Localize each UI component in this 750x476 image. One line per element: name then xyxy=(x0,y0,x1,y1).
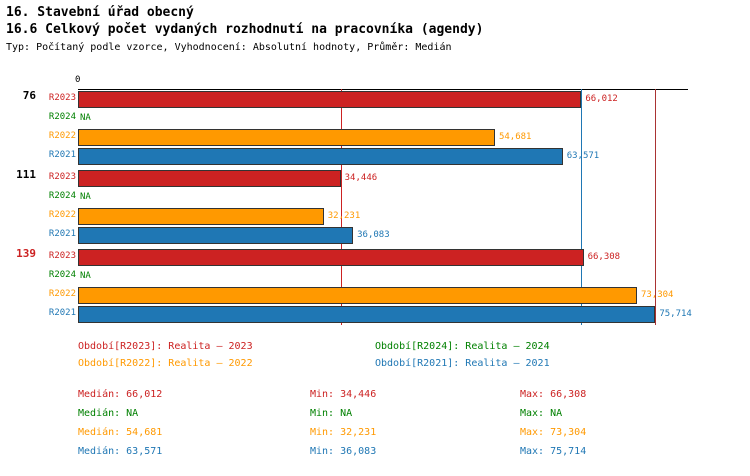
bar-row xyxy=(0,169,750,188)
bar-value-label: 36,083 xyxy=(357,230,390,240)
bar[interactable] xyxy=(78,208,324,225)
series-label: R2023 xyxy=(48,93,76,103)
legend-item[interactable]: Období[R2022]: Realita – 2022 xyxy=(78,358,253,369)
bar-group xyxy=(0,169,750,245)
series-label: R2022 xyxy=(48,210,76,220)
series-label: R2022 xyxy=(48,289,76,299)
group-label: 111 xyxy=(16,168,36,181)
legend-item[interactable]: Období[R2024]: Realita – 2024 xyxy=(375,341,550,352)
bar[interactable] xyxy=(78,129,495,146)
stat-median: Medián: NA xyxy=(78,408,139,419)
bar-track xyxy=(78,249,750,266)
bar[interactable] xyxy=(78,227,353,244)
bar-row xyxy=(0,128,750,147)
stat-row xyxy=(0,442,750,461)
stat-median: Medián: 66,012 xyxy=(78,389,163,400)
chart-title: 16.6 Celkový počet vydaných rozhodnutí na pracovníka (agendy) xyxy=(6,22,484,37)
bar-track xyxy=(78,208,750,225)
bar-value-label: 75,714 xyxy=(659,309,692,319)
bar-track xyxy=(78,287,750,304)
bar-row xyxy=(0,267,750,286)
stat-median: Medián: 54,681 xyxy=(78,427,163,438)
legend-row xyxy=(0,338,750,355)
chart-legend xyxy=(0,338,750,372)
bar-track xyxy=(78,129,750,146)
series-label: R2022 xyxy=(48,131,76,141)
stat-row xyxy=(0,423,750,442)
bar-row xyxy=(0,226,750,245)
bar[interactable] xyxy=(78,287,637,304)
bar-track xyxy=(78,91,750,108)
bar-groups xyxy=(0,90,750,327)
x-axis-zero-tick: 0 xyxy=(75,75,81,85)
bar-value-label: 63,571 xyxy=(566,151,600,161)
series-label: R2021 xyxy=(48,229,76,239)
series-label: R2024 xyxy=(48,270,76,280)
series-label: R2024 xyxy=(48,112,76,122)
bar[interactable] xyxy=(78,148,563,165)
bar-value-na: NA xyxy=(80,113,91,123)
group-label: 76 xyxy=(22,89,36,102)
bar-value-label: 34,446 xyxy=(344,173,378,183)
bar-value-label: 73,304 xyxy=(640,290,674,300)
bar-track xyxy=(78,110,750,127)
chart-header xyxy=(0,0,750,55)
legend-item[interactable]: Období[R2023]: Realita – 2023 xyxy=(78,341,253,352)
stat-min: Min: 32,231 xyxy=(310,427,377,438)
bar-track xyxy=(78,170,750,187)
stat-max: Max: 73,304 xyxy=(520,427,587,438)
stat-min: Min: NA xyxy=(310,408,353,419)
bar-row xyxy=(0,248,750,267)
legend-item[interactable]: Období[R2021]: Realita – 2021 xyxy=(375,358,550,369)
bar-track xyxy=(78,148,750,165)
series-label: R2021 xyxy=(48,308,76,318)
stat-row xyxy=(0,385,750,404)
page-title: 16. Stavební úřad obecný xyxy=(6,5,194,20)
bar-track xyxy=(78,189,750,206)
stat-median: Medián: 63,571 xyxy=(78,446,163,457)
group-label: 139 xyxy=(16,247,36,260)
bar-row xyxy=(0,207,750,226)
stat-min: Min: 34,446 xyxy=(310,389,377,400)
bar-value-label: 66,012 xyxy=(585,94,618,104)
stat-max: Max: 75,714 xyxy=(520,446,587,457)
bar-row xyxy=(0,109,750,128)
bar-track xyxy=(78,306,750,323)
series-label: R2024 xyxy=(48,191,76,201)
bar-row xyxy=(0,305,750,324)
bar-value-na: NA xyxy=(80,192,91,202)
bar-value-label: 54,681 xyxy=(498,132,532,142)
bar-track xyxy=(78,268,750,285)
bar-group xyxy=(0,248,750,324)
stat-row xyxy=(0,404,750,423)
stat-max: Max: NA xyxy=(520,408,563,419)
bar[interactable] xyxy=(78,249,584,266)
series-label: R2021 xyxy=(48,150,76,160)
bar-row xyxy=(0,286,750,305)
chart-statistics xyxy=(0,385,750,461)
bar[interactable] xyxy=(78,91,581,108)
bar[interactable] xyxy=(78,170,341,187)
series-label: R2023 xyxy=(48,172,76,182)
series-label: R2023 xyxy=(48,251,76,261)
bar-row xyxy=(0,90,750,109)
stat-max: Max: 66,308 xyxy=(520,389,587,400)
bar-group xyxy=(0,90,750,166)
stat-min: Min: 36,083 xyxy=(310,446,377,457)
bar-value-na: NA xyxy=(80,271,91,281)
chart-subtitle: Typ: Počítaný podle vzorce, Vyhodnocení: Absolutní hodnoty, Průměr: Medián xyxy=(6,42,452,53)
bar-value-label: 32,231 xyxy=(327,211,361,221)
legend-row xyxy=(0,355,750,372)
bar-value-label: 66,308 xyxy=(587,252,621,262)
chart-plot-area xyxy=(0,75,750,330)
bar-track xyxy=(78,227,750,244)
bar-row xyxy=(0,188,750,207)
bar[interactable] xyxy=(78,306,655,323)
bar-row xyxy=(0,147,750,166)
